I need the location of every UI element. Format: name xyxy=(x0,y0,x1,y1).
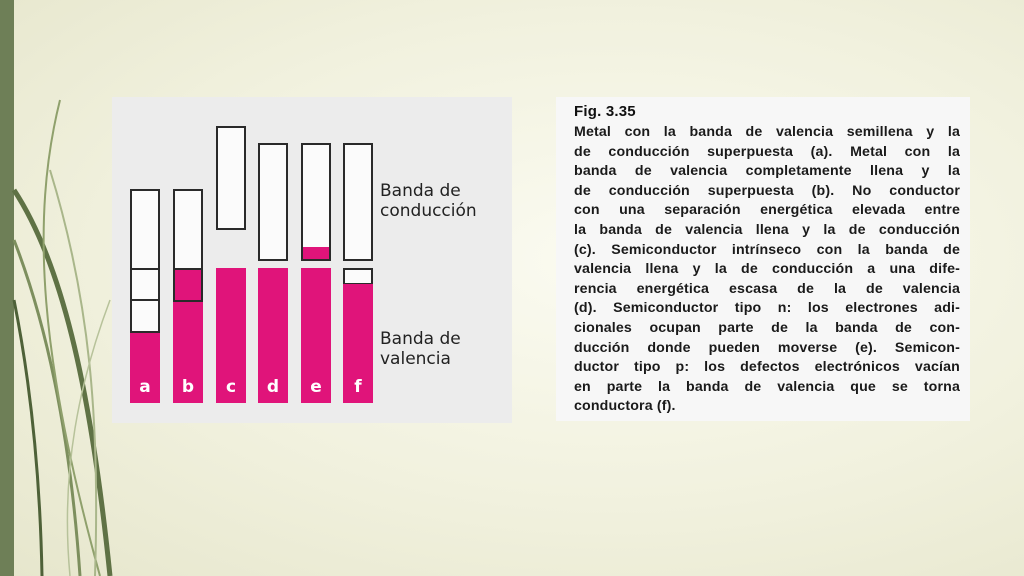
band-column-a xyxy=(130,189,160,403)
figure-caption xyxy=(556,97,970,421)
valence-band-label xyxy=(380,329,461,369)
valence-label-line-2: valencia xyxy=(380,349,451,369)
band-column-f xyxy=(343,143,373,403)
band-column-d xyxy=(258,143,288,403)
valence-band-empty-upper xyxy=(130,268,160,301)
valence-band-empty-top xyxy=(343,268,373,285)
caption-line: de conducción superpuesta (a). Metal con la xyxy=(574,143,960,160)
caption-line: banda de valencia completamente llena y la xyxy=(574,163,960,180)
caption-line: Metal con la banda de valencia semillena y la xyxy=(574,124,960,140)
column-label-c: c xyxy=(225,377,237,397)
caption-line: rencia energética escasa de la de valencia xyxy=(574,280,960,297)
conduction-band-label xyxy=(380,181,477,221)
band-column-b xyxy=(173,189,203,403)
conduction-band-box xyxy=(130,189,160,270)
column-label-a: a xyxy=(139,377,151,397)
conduction-band-box xyxy=(216,126,246,230)
conduction-band-box xyxy=(343,143,373,261)
valence-band-empty-lower xyxy=(130,299,160,333)
conduction-band-box xyxy=(301,143,331,261)
caption-line: en parte la banda de valencia que se torna xyxy=(574,378,960,395)
valence-label-line-1: Banda de xyxy=(380,329,461,349)
conduction-label-line-1: Banda de xyxy=(380,181,461,201)
caption-line: de conducción superpuesta (b). No conductor xyxy=(574,182,960,199)
conduction-band-box xyxy=(258,143,288,261)
caption-line: (d). Semiconductor tipo n: los electrones adi- xyxy=(574,300,960,317)
column-label-e: e xyxy=(310,377,322,397)
band-diagram xyxy=(112,97,512,423)
caption-line: conductora (f). xyxy=(574,398,676,415)
band-column-e xyxy=(301,143,331,403)
caption-title: Fig. 3.35 xyxy=(574,103,636,120)
caption-line: con una separación energética elevada entre xyxy=(574,202,960,219)
overlap-band-outline xyxy=(173,268,203,302)
conduction-band-partial-fill xyxy=(303,247,329,259)
caption-line: valencia llena y la de conducción a una dife- xyxy=(574,261,960,278)
band-column-c xyxy=(216,126,246,403)
caption-line: ductor tipo p: los defectos electrónicos vacían xyxy=(574,359,960,376)
column-label-b: b xyxy=(181,377,195,397)
conduction-label-line-2: conducción xyxy=(380,201,477,221)
caption-line: (c). Semiconductor intrínseco con la banda de xyxy=(574,241,960,258)
caption-line: ducción donde pueden moverse (e). Semicon- xyxy=(574,339,960,356)
caption-line: cionales ocupan parte de la banda de con- xyxy=(574,319,960,336)
conduction-band-box xyxy=(173,189,203,270)
column-label-d: d xyxy=(266,377,280,397)
column-label-f: f xyxy=(354,377,362,397)
caption-line: la banda de valencia llena y la de conducción xyxy=(574,221,960,238)
